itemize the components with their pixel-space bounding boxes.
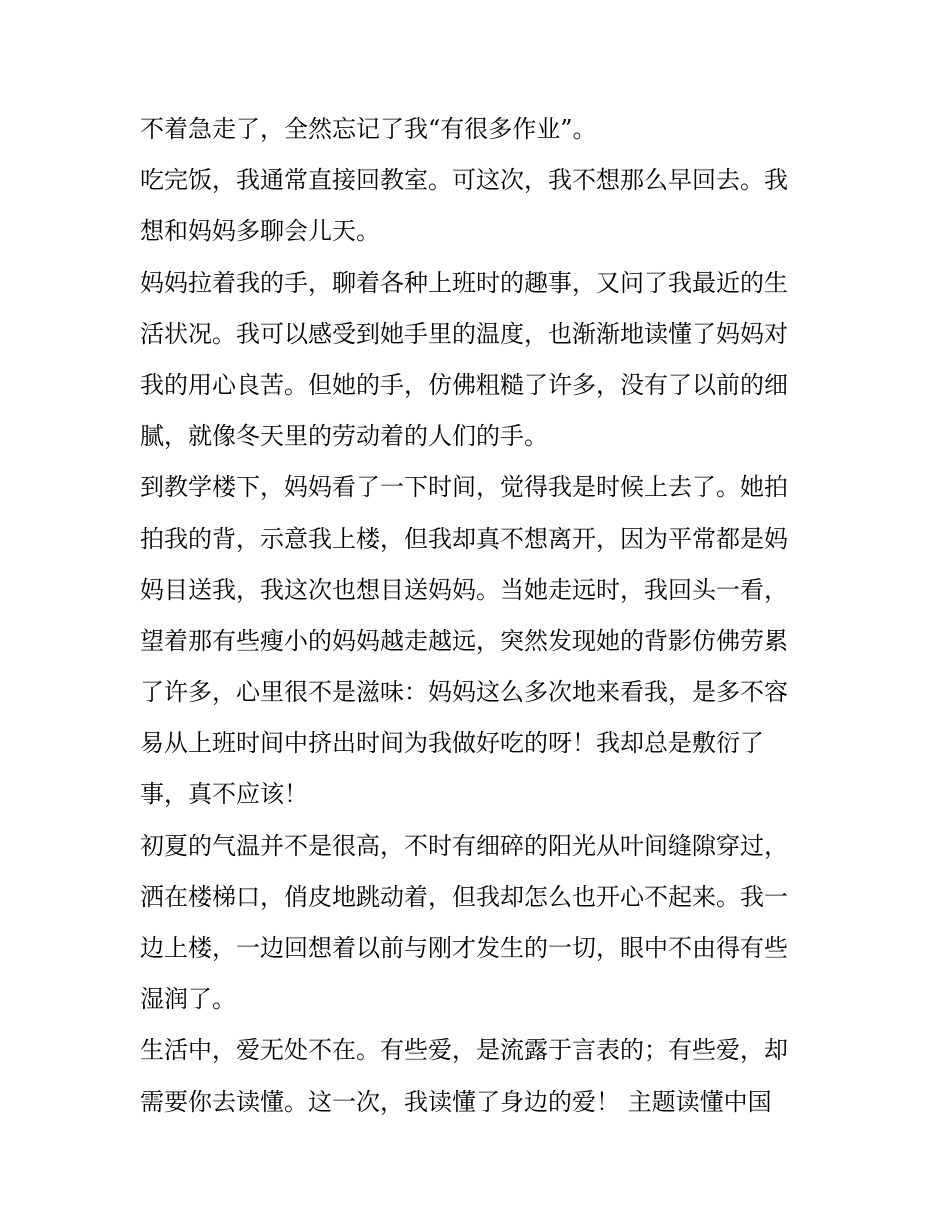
text-line: 到教学楼下，妈妈看了一下时间，觉得我是时候上去了。她拍 — [140, 473, 788, 502]
text-line: 事，真不应该！ — [140, 780, 308, 809]
text-line: 妈目送我，我这次也想目送妈妈。当她走远时，我回头一看， — [140, 575, 788, 604]
essay-text — [140, 104, 830, 1128]
text-line: 洒在楼梯口，俏皮地跳动着，但我却怎么也开心不起来。我一 — [140, 882, 788, 911]
text-line: 湿润了。 — [140, 985, 236, 1014]
text-line: 易从上班时间中挤出时间为我做好吃的呀！我却总是敷衍了 — [140, 729, 764, 758]
text-line: 腻，就像冬天里的劳动着的人们的手。 — [140, 422, 548, 451]
text-line: 我的用心良苦。但她的手，仿佛粗糙了许多，没有了以前的细 — [140, 370, 788, 399]
text-line: 吃完饭，我通常直接回教室。可这次，我不想那么早回去。我 — [140, 166, 788, 195]
text-line: 拍我的背，示意我上楼，但我却真不想离开，因为平常都是妈 — [140, 524, 788, 553]
text-line: 初夏的气温并不是很高，不时有细碎的阳光从叶间缝隙穿过， — [140, 831, 788, 860]
text-line: 生活中，爱无处不在。有些爱，是流露于言表的；有些爱，却 — [140, 1036, 788, 1065]
text-line: 活状况。我可以感受到她手里的温度，也渐渐地读懂了妈妈对 — [140, 319, 788, 348]
text-line: 需要你去读懂。这一次，我读懂了身边的爱！ 主题读懂中国 — [140, 1087, 772, 1116]
text-line: 望着那有些瘦小的妈妈越走越远，突然发现她的背影仿佛劳累 — [140, 626, 788, 655]
text-line: 想和妈妈多聊会儿天。 — [140, 217, 380, 246]
text-line: 边上楼，一边回想着以前与刚才发生的一切，眼中不由得有些 — [140, 934, 788, 962]
text-line: 不着急走了，全然忘记了我“有很多作业”。 — [140, 115, 597, 143]
text-line: 妈妈拉着我的手，聊着各种上班时的趣事，又问了我最近的生 — [140, 268, 788, 297]
text-line: 了许多，心里很不是滋味：妈妈这么多次地来看我，是多不容 — [140, 678, 788, 707]
